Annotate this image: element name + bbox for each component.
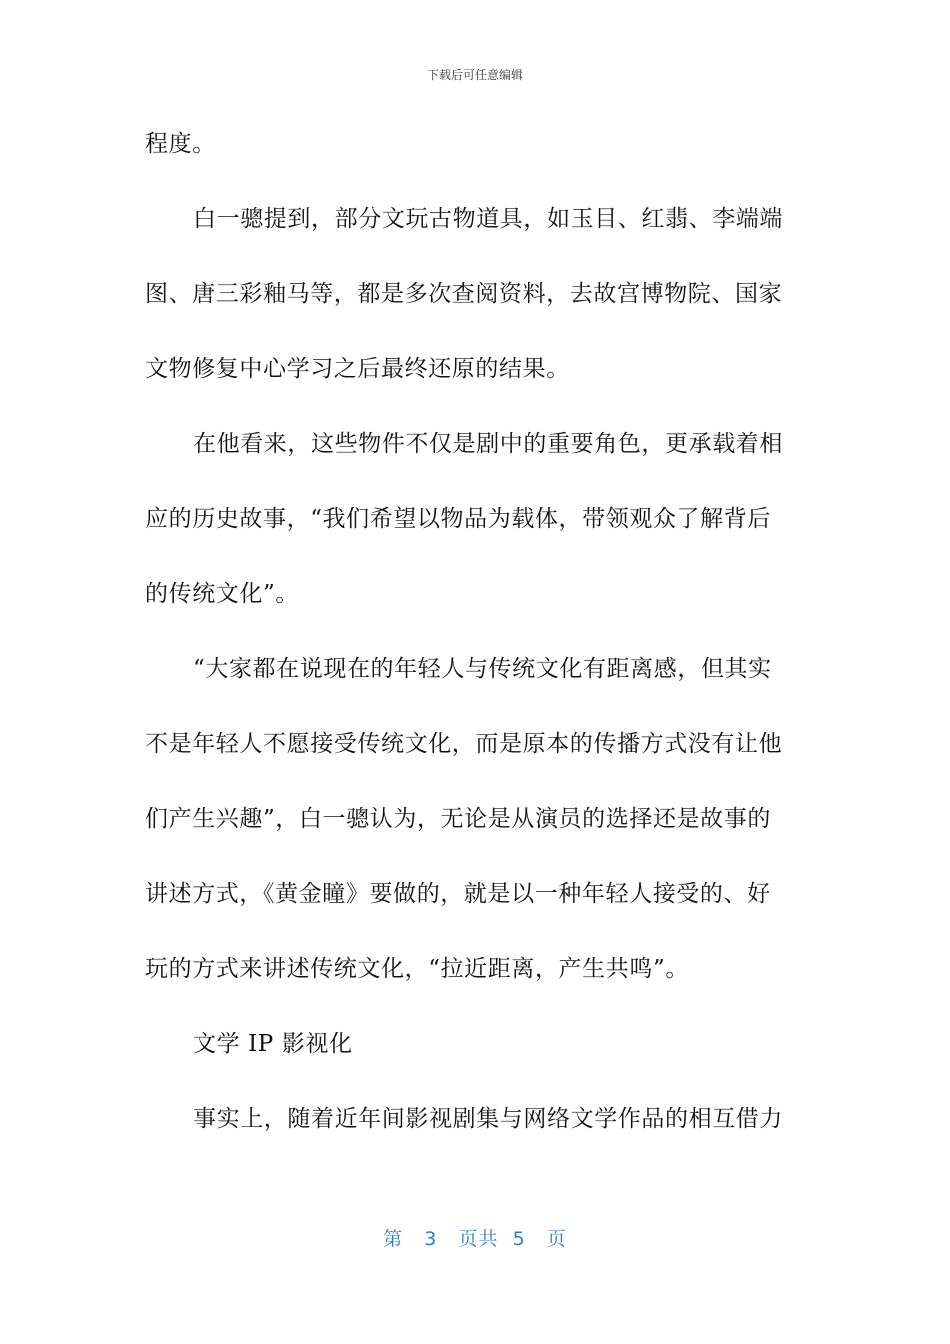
text-line: 的传统文化”。	[145, 581, 299, 607]
paragraph-start-line: 事实上，随着近年间影视剧集与网络文学作品的相互借力	[193, 1106, 783, 1132]
page-footer	[0, 1224, 950, 1251]
current-page-number: 3	[424, 1228, 438, 1250]
text-line: 玩的方式来讲述传统文化，“拉近距离，产生共鸣”。	[145, 956, 689, 982]
total-pages-number: 5	[512, 1228, 526, 1250]
page-label-suffix: 页	[546, 1228, 567, 1250]
text-line: 图、唐三彩釉马等，都是多次查阅资料，去故宫博物院、国家	[145, 281, 783, 307]
page-label-prefix: 第	[383, 1228, 404, 1250]
page-header: 下载后可任意编辑	[426, 68, 523, 82]
text-line: 不是年轻人不愿接受传统文化，而是原本的传播方式没有让他	[145, 731, 783, 757]
paragraph-start-line: 白一骢提到，部分文玩古物道具，如玉目、红翡、李端端	[193, 206, 783, 232]
paragraph-start-line: “大家都在说现在的年轻人与传统文化有距离感，但其实	[193, 656, 772, 682]
text-line: 们产生兴趣”，白一骢认为，无论是从演员的选择还是故事的	[145, 806, 771, 832]
page-label-middle: 页共	[458, 1228, 499, 1250]
text-line: 应的历史故事，“我们希望以物品为载体，带领观众了解背后	[145, 506, 771, 532]
text-line: 讲述方式，《黄金瞳》要做的，就是以一种年轻人接受的、好	[145, 881, 771, 907]
document-body	[145, 107, 793, 1157]
paragraph-start-line: 在他看来，这些物件不仅是剧中的重要角色，更承载着相	[193, 431, 783, 457]
text-line: 文物修复中心学习之后最终还原的结果。	[145, 356, 570, 382]
section-heading: 文学 IP 影视化	[193, 1031, 353, 1057]
text-line: 程度。	[145, 131, 216, 157]
